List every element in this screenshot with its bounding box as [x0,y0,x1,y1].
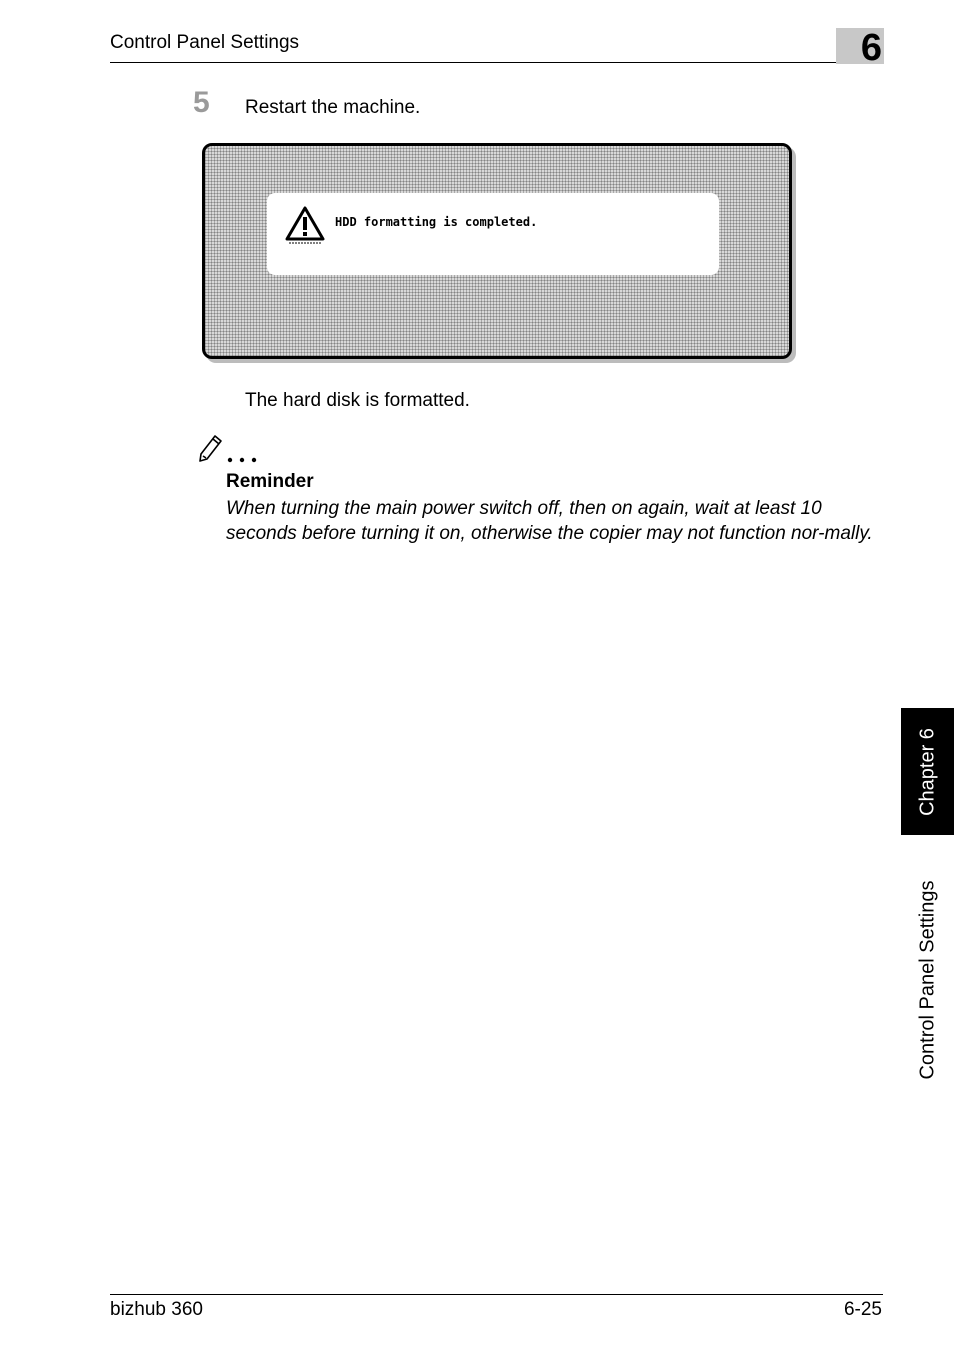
step-instruction: Restart the machine. [245,97,421,118]
reminder-title: Reminder [226,471,314,492]
message-panel [267,193,719,275]
result-text: The hard disk is formatted. [245,390,470,411]
side-tab-section [901,855,954,1105]
side-tab-section-label: Control Panel Settings [916,880,938,1080]
step-number: 5 [193,86,210,119]
side-tab-chapter [901,708,954,835]
reminder-body: When turning the main power switch off, then on again, wait at least 10 seconds before turning it on, otherwise the copier may not function nor-mally. [226,498,873,544]
footer-product: bizhub 360 [110,1299,203,1320]
header-title: Control Panel Settings [110,32,300,53]
side-tab-chapter-label: Chapter 6 [916,727,938,816]
warning-triangle-icon [285,205,325,245]
footer-page-number: 6-25 [843,1299,882,1320]
chapter-box [836,27,884,69]
chapter-number: 6 [860,27,882,69]
control-panel-screen [202,143,792,359]
screen-message: HDD formatting is completed. [335,215,538,229]
pencil-note-icon [197,432,261,466]
footer-rule [110,1294,883,1295]
header-rule [110,62,883,63]
